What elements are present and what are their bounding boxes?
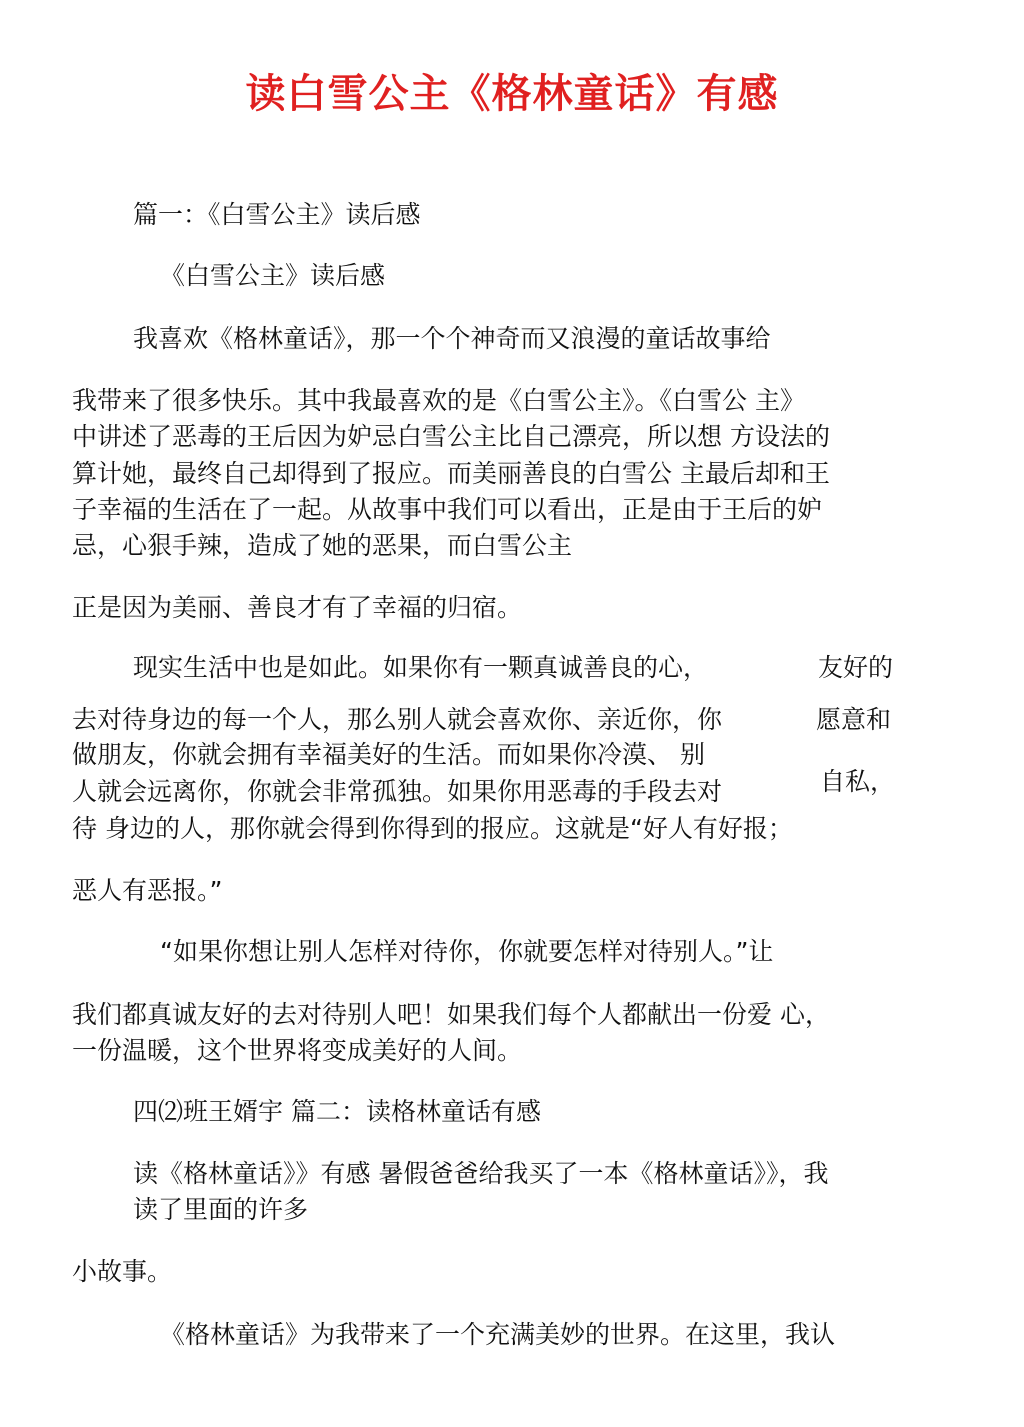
text-line: 我们都真诚友好的去对待别人吧！如果我们每个人都献出一份爱 心， (72, 1000, 830, 1029)
text-line: 友好的 (818, 653, 894, 682)
text-line: 一份温暖，这个世界将变成美好的人间。 (72, 1036, 523, 1065)
text-line: 我喜欢《格林童话》，那一个个神奇而又浪漫的童话故事给 (133, 324, 771, 353)
text-line: 读《格林童话》》有感 暑假爸爸给我买了一本《格林童话》》，我 (133, 1159, 829, 1188)
text-line: 四⑵班王婿宇 篇二：读格林童话有感 (133, 1097, 541, 1126)
text-line: 《格林童话》为我带来了一个充满美妙的世界。在这里，我认 (160, 1320, 836, 1349)
text-line: 算计她，最终自己却得到了报应。而美丽善良的白雪公 主最后却和王 (72, 459, 830, 488)
text-line: 正是因为美丽、善良才有了幸福的归宿。 (72, 593, 523, 622)
page-title: 读白雪公主《格林童话》有感 (245, 71, 779, 117)
text-line: 现实生活中也是如此。如果你有一颗真诚善良的心， (133, 653, 709, 682)
text-line: 中讲述了恶毒的王后因为妒忌白雪公主比自己漂亮，所以想 方设法的 (72, 422, 830, 451)
text-line: 愿意和 (816, 705, 892, 734)
text-line: “如果你想让别人怎样对待你，你就要怎样对待别人。”让 (160, 937, 774, 966)
text-line: 《白雪公主》读后感 (160, 261, 386, 290)
text-line: 子幸福的生活在了一起。从故事中我们可以看出，正是由于王后的妒 (72, 495, 823, 524)
text-line: 小故事。 (72, 1257, 173, 1286)
text-line: 忌，心狠手辣，造成了她的恶果，而白雪公主 (72, 531, 573, 560)
text-line: 恶人有恶报。” (72, 876, 223, 905)
text-line: 篇一：《白雪公主》读后感 (133, 200, 421, 229)
text-line: 我带来了很多快乐。其中我最喜欢的是《白雪公主》。《白雪公 主》 (72, 386, 805, 415)
text-line: 去对待身边的每一个人，那么别人就会喜欢你、亲近你，你 (72, 705, 723, 734)
text-line: 做朋友，你就会拥有幸福美好的生活。而如果你冷漠、 别 (72, 740, 705, 769)
text-line: 读了里面的许多 (133, 1195, 309, 1224)
text-line: 人就会远离你，你就会非常孤独。如果你用恶毒的手段去对 (72, 777, 723, 806)
text-line: 自私， (820, 767, 896, 796)
text-line: 待 身边的人，那你就会得到你得到的报应。这就是“好人有好报； (72, 814, 793, 843)
